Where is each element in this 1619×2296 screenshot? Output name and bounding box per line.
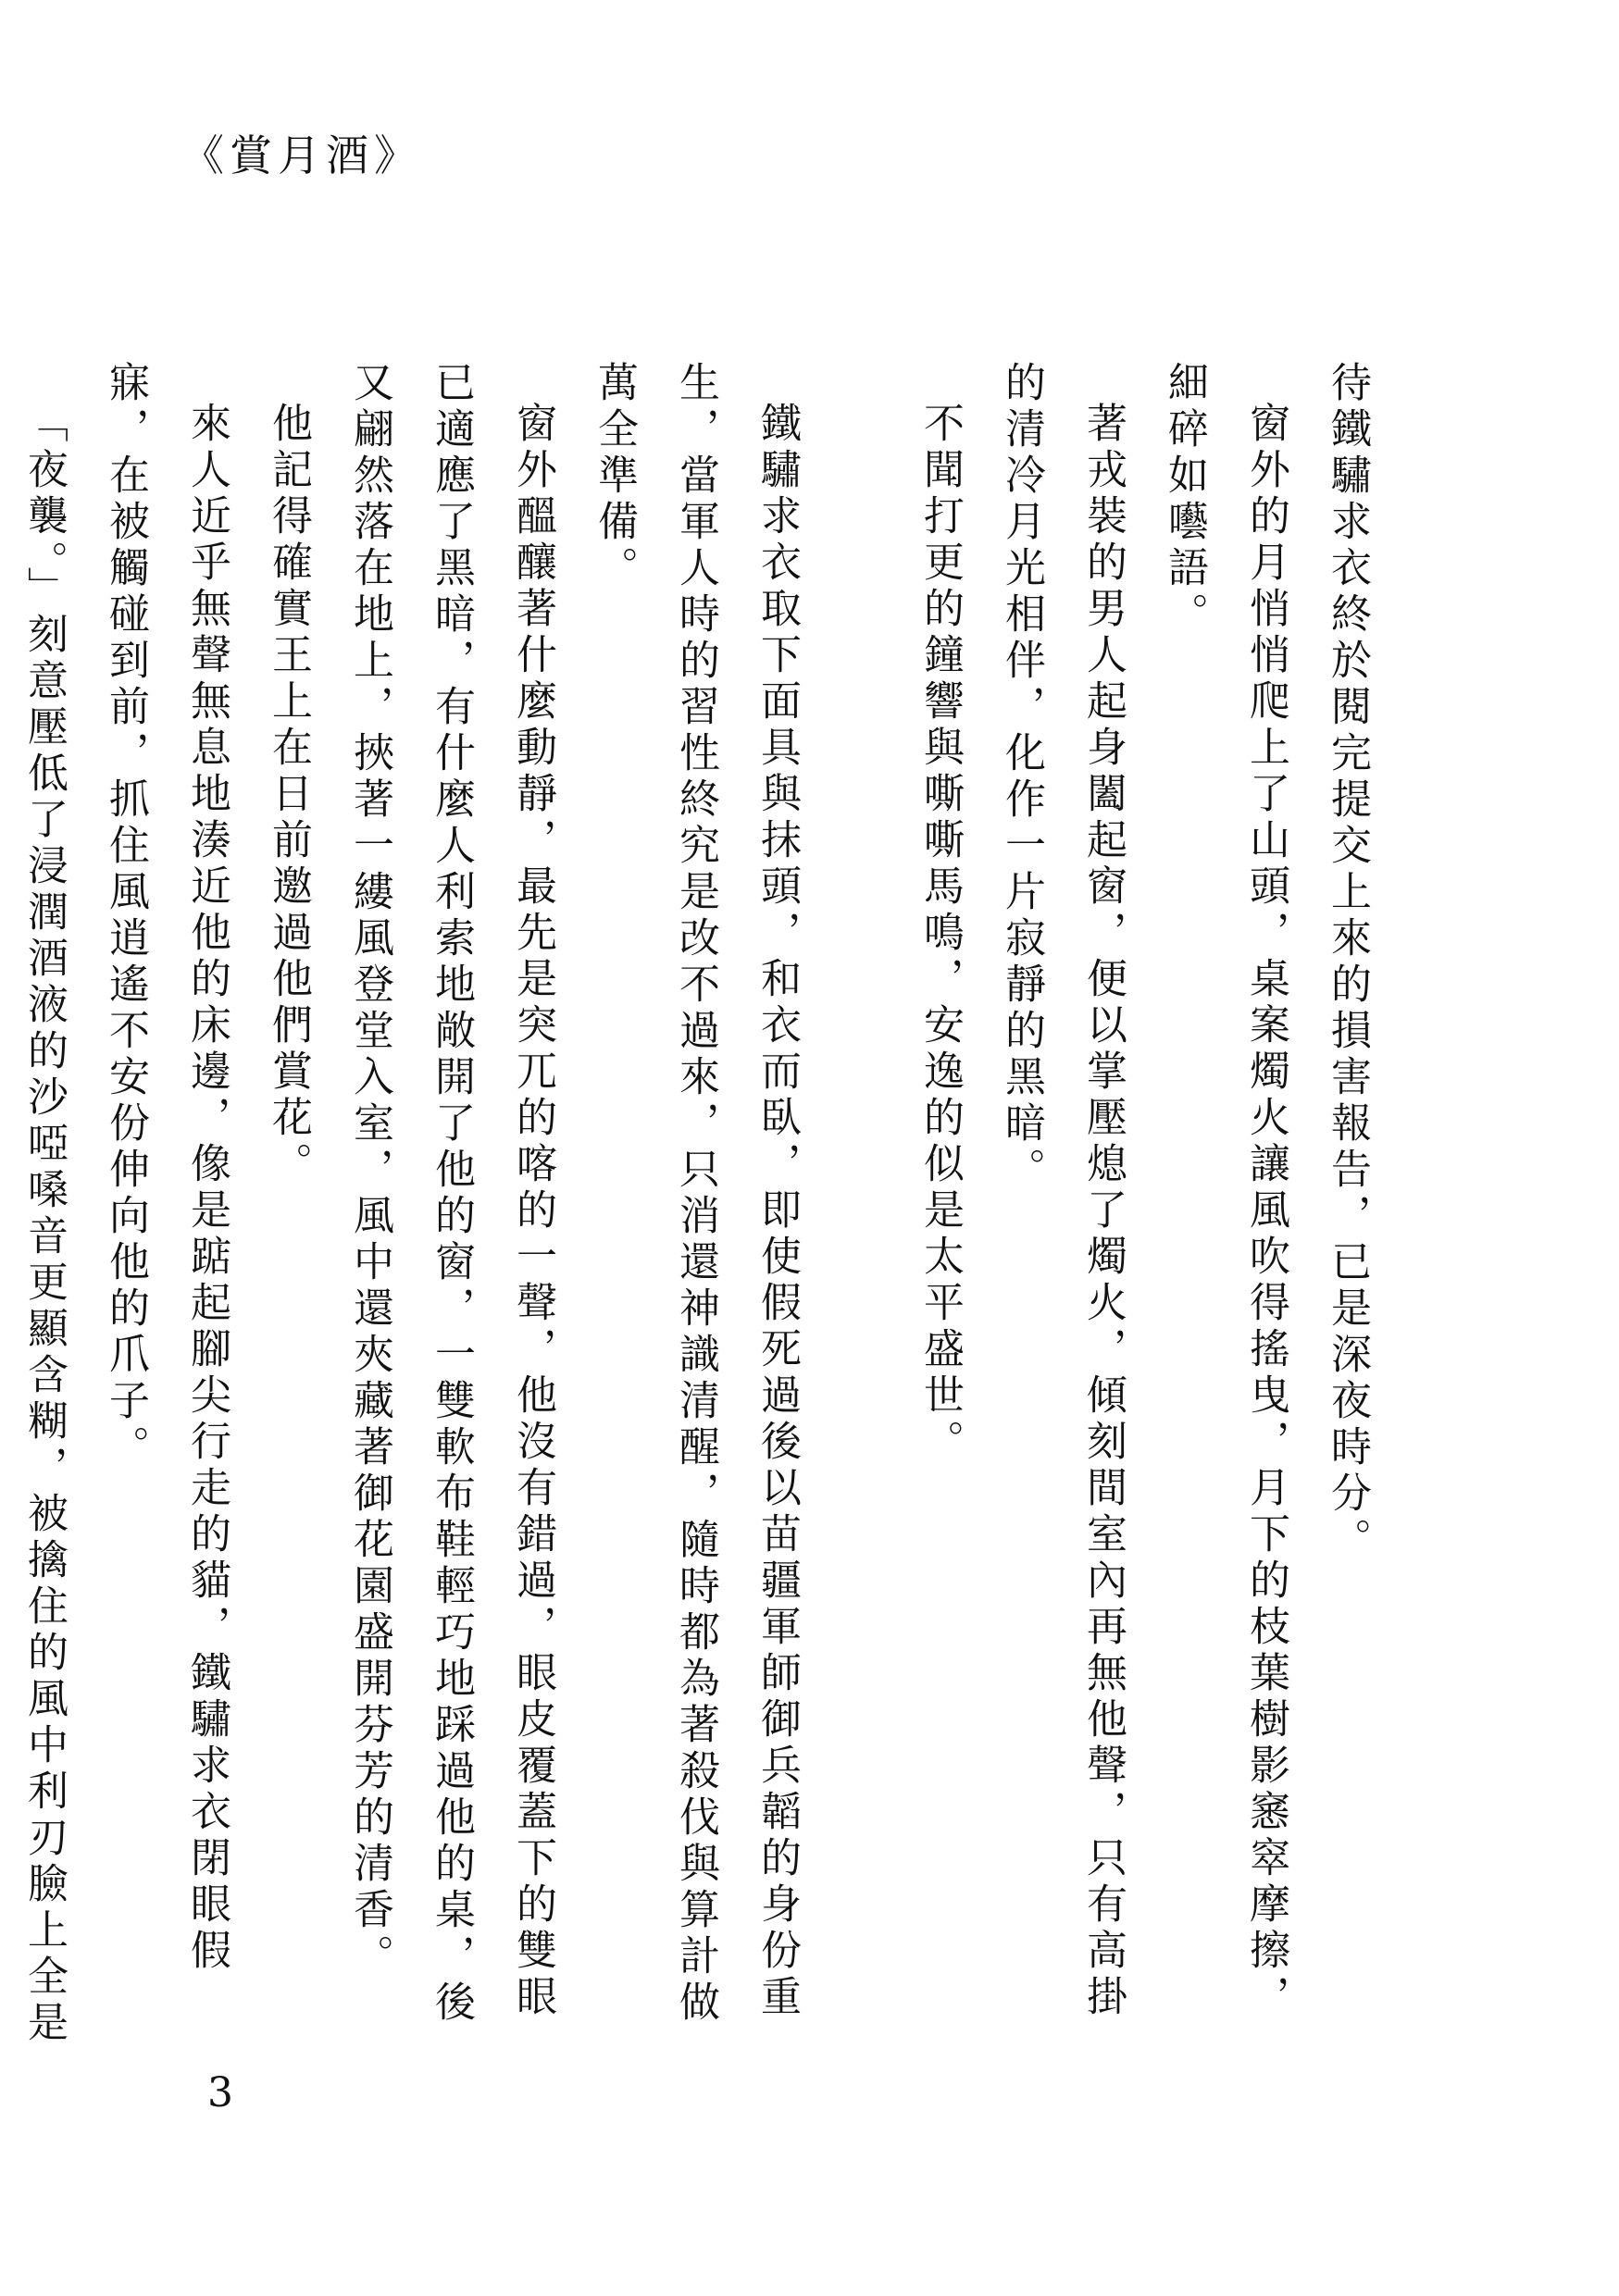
paragraph-4: 不聞打更的鐘響與嘶嘶馬鳴，安逸的似是太平盛世。 [916,402,964,1466]
paragraph-5: 鐵驌求衣取下面具與抹頭，和衣而臥，即使假死過後以苗疆軍師御兵韜的身份重生，當軍人時的習性終究是改不過來，只消還神識清醒，隨時都為著殺伐與算計做萬全準備。 [591,361,801,2027]
page-number: 3 [207,2069,233,2116]
paragraph-2: 窗外的月悄悄爬上了山頭，桌案燭火讓風吹得搖曳，月下的枝葉樹影窸窣摩擦，細碎如囈語。 [1161,361,1289,2021]
paragraph-8: 來人近乎無聲無息地湊近他的床邊，像是踮起腳尖行走的貓，鐵驌求衣閉眼假寐，在被觸碰到前，抓住風逍遙不安份伸向他的爪子。 [102,361,230,1975]
paragraph-7: 他記得確實王上在日前邀過他們賞花。 [265,402,312,1188]
paragraph-gap [817,361,899,2064]
paragraph-3: 著戎裝的男人起身闔起窗，便以掌壓熄了燭火，傾刻間室內再無他聲，只有高掛的清冷月光相伴，化作一片寂靜的黑暗。 [998,361,1127,2021]
paragraph-9: 「夜襲。」刻意壓低了浸潤酒液的沙啞嗓音更顯含糊，被擒住的風中利刃臉上全是 [20,402,68,2047]
page-title: 《賞月酒》 [181,130,422,180]
body-text [0,361,1388,2064]
paragraph-1: 待鐵驌求衣終於閱完提交上來的損害報告，已是深夜時分。 [1324,361,1371,1564]
paragraph-6: 窗外醞釀著什麼動靜，最先是突兀的喀的一聲，他沒有錯過，眼皮覆蓋下的雙眼已適應了黑暗，有什麼人利索地敞開了他的窗，一雙軟布鞋輕巧地踩過他的桌，後又翩然落在地上，挾著一縷風登堂入室，風中還夾藏著御花園盛開芬芳的清香。 [346,361,556,2027]
